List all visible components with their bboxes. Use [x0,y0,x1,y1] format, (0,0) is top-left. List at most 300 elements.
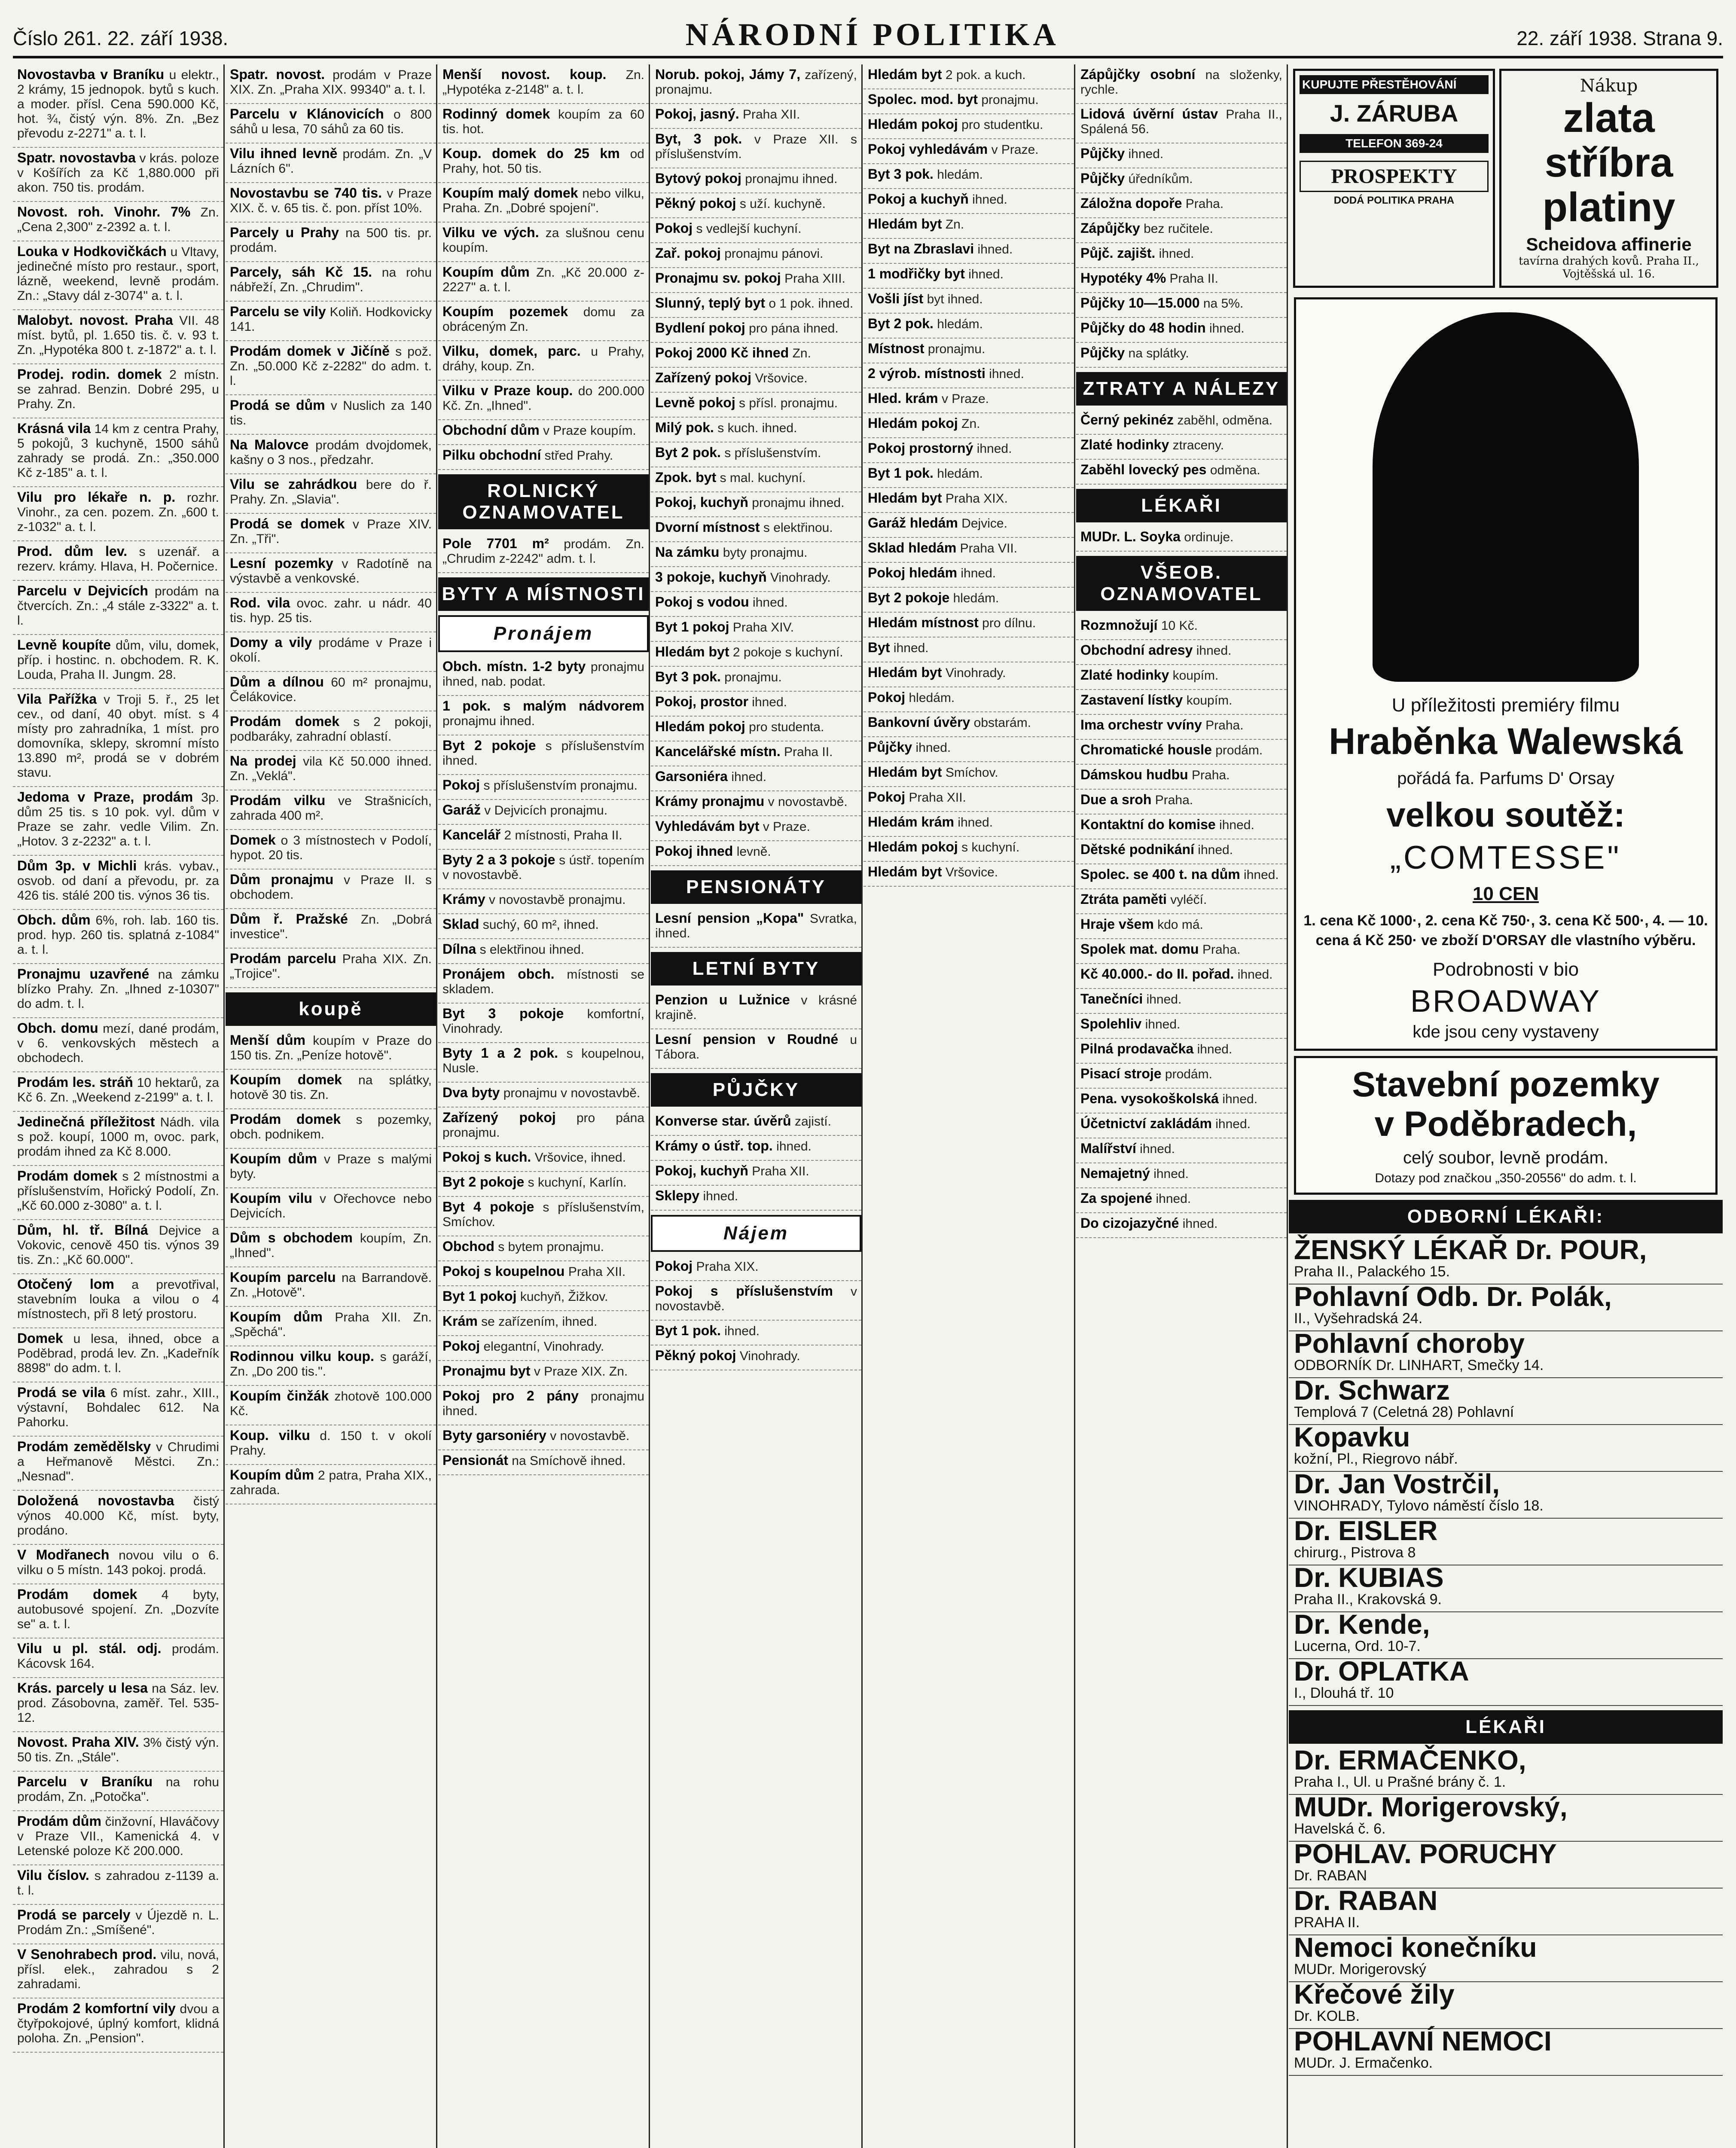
doctor-name: Dr. Schwarz [1294,1375,1450,1406]
gold-ad-firm: Scheidova affinerie [1526,234,1692,254]
ad-text: Praha. [1185,197,1224,211]
ad-headline: Vilku, domek, parc. [442,343,581,359]
ad-headline: Do cizojazyčné [1080,1215,1179,1231]
details-line: Podrobnosti v bio [1433,959,1579,980]
ad-text: Praha. [1192,768,1230,782]
classified-ad [13,1491,223,1545]
section-header: Nájem [651,1215,861,1252]
doctor-info: Praha II., Krakovská 9. [1294,1591,1442,1608]
classified-ad [13,1638,223,1678]
ad-headline: Obch. dům [17,912,91,928]
ad-text: u lesa, ihned, obce a Poděbrad, prodá lev. Zn. „Kadeřník 8898" do adm. t. l. [17,1332,219,1375]
ad-headline: Hledám byt [868,764,942,780]
ad-headline: Vilku ve vých. [442,225,539,240]
classified-ad [863,638,1074,662]
classified-ad [651,467,861,492]
classified-ad [438,964,649,1004]
ad-headline: Vilu pro lékaře n. p. [17,489,176,505]
classified-ad [863,438,1074,463]
ad-text: ihned. [1159,247,1194,261]
doctor-name: Kopavku [1294,1422,1410,1452]
ad-headline: V Modřanech [17,1547,110,1562]
classified-ad [438,381,649,420]
ad-headline: Konverse star. úvěrů [655,1113,791,1129]
ad-text: u elektr., 2 krámy, 15 jednopok. bytů s kuch. a moder. přísl. Cena 590.000 Kč, hot. ¾, čistý výn. 8%. Zn. „Bez převodu z-2271" a. t. l. [17,68,219,140]
classified-ad [438,1108,649,1147]
ad-headline: Zař. pokoj [655,245,721,261]
ad-headline: Sklepy [655,1188,700,1203]
ad-headline: Pole 7701 m² [442,536,549,551]
classified-ad [226,302,436,341]
ad-text: ihned. [1153,1167,1189,1181]
ad-text: s příslušenstvím. [724,446,821,460]
classified-ad [13,1328,223,1382]
ad-text: Vinohrady. [739,1349,800,1363]
classified-ad [13,964,223,1018]
ad-text: s zahradou z-1139 a. t. l. [17,1869,219,1898]
ad-text: do 200.000 Kč. Zn. „Ihned". [442,384,644,413]
ad-headline: 1 pok. s malým nádvorem [442,698,644,714]
ad-headline: Malobyt. novost. Praha [17,312,173,328]
ad-text: Praha XII. [909,790,966,805]
doctor-info: Havelská č. 6. [1294,1821,1386,1837]
classified-ad [651,243,861,268]
classified-ad [651,1029,861,1069]
ad-text: Praha. [1205,718,1244,732]
specialist-doctors-list [1289,1234,1723,1706]
classified-ad [438,1147,649,1172]
classified-ad [863,737,1074,762]
classified-ad [651,542,861,567]
ad-headline: Půjčky [1080,345,1125,360]
ad-headline: Vilu se zahrádkou [230,476,357,492]
plots-title-line2: v Poděbradech, [1374,1105,1637,1144]
ad-text: s bytem pronajmu. [498,1240,604,1254]
ad-text: a prevotřival, stavebním louka a vilou o 4 místnostech, při 8 letý prostoru. [17,1278,219,1321]
classified-ad [1076,914,1287,939]
classified-ad [1076,410,1287,435]
classified-ad [1076,1114,1287,1138]
ad-text: VII. 48 míst. bytů, pl. 1.650 tis. č. v. 93 t. Zn. „Hypotéka 800 t. z-1872" a. t. l. [17,314,219,357]
column-1 [13,64,225,2148]
ad-headline: Lesní pozemky [230,555,333,571]
classified-ad [13,1112,223,1166]
classified-ad [13,487,223,541]
ad-headline: Zlaté hodinky [1080,667,1169,683]
classified-ad [438,534,649,573]
ad-text: ihned. [1237,967,1273,982]
classified-ad [863,687,1074,712]
ad-headline: V Senohrabech prod. [17,1947,157,1962]
ad-text: Praha XIX. [945,491,1008,506]
classified-ad [1076,839,1287,864]
ad-headline: Spatr. novost. [230,67,325,82]
ad-headline: 3 pokoje, kuchyň [655,569,767,585]
classified-ad [438,889,649,914]
classified-ad [651,393,861,418]
classified-ad [863,314,1074,339]
ad-text: zaběhl, odměna. [1177,413,1273,427]
classified-ad [13,310,223,364]
ad-text: prodáme v Praze i okolí. [230,636,432,665]
ad-headline: Prodám parcelu [230,951,336,966]
doctor-ad [1289,1328,1723,1378]
classified-ad [226,474,436,514]
ad-headline: Dva byty [442,1085,500,1100]
ad-text: v Nuslich za 140 tis. [230,399,432,427]
ad-headline: Byt 2 pokoje [442,738,536,753]
classified-ad [863,139,1074,164]
ad-text: bez ručitele. [1144,222,1213,236]
ad-headline: Pokoj [442,1338,480,1354]
ad-headline: Krásná vila [17,421,91,436]
classified-ad [651,717,861,741]
ad-text: ovoc. zahr. u nádr. 40 tis. hyp. 25 tis. [230,596,432,625]
ad-headline: Krám [442,1313,478,1329]
ad-headline: Pokoj s kuch. [442,1149,531,1165]
doctor-name: Dr. ERMAČENKO, [1294,1745,1526,1776]
prizes-count: 10 CEN [1472,883,1539,904]
ad-headline: Vilku v Praze koup. [442,383,573,398]
ad-headline: Pronajmu byt [442,1363,531,1379]
gold-buying-ad [1499,69,1718,288]
ad-headline: Pensionát [442,1452,508,1468]
doctor-name: POHLAV. PORUCHY [1294,1838,1557,1869]
ad-text: Koliň. Hodkovicky 141. [230,305,432,334]
ad-text: zařízený, pronajmu. [655,68,857,97]
classified-ad [863,488,1074,513]
classified-ad [438,1336,649,1361]
doctor-ad [1289,1791,1723,1842]
classified-ad [1076,193,1287,218]
ad-text: na složenky, rychle. [1080,68,1283,97]
ad-headline: Byt 4 pokoje [442,1199,534,1214]
ad-headline: Tanečníci [1080,991,1143,1007]
classified-ad [438,1197,649,1236]
ad-headline: MUDr. L. Soyka [1080,529,1181,544]
ad-text: nebo vilku, Praha. Zn. „Dobré spojení". [442,186,644,215]
classified-ad [1076,1163,1287,1188]
classified-ad [1076,640,1287,665]
ad-headline: Pokoj hledám [868,565,958,580]
ad-text: odměna. [1210,463,1260,477]
ad-text: s elektřinou ihned. [479,943,585,957]
classified-ad [1076,460,1287,485]
ad-text: pro studentku. [961,118,1043,132]
ad-headline: Dvorní místnost [655,519,760,535]
ad-headline: Prodej. rodin. domek [17,366,162,382]
ad-headline: Chromatické housle [1080,742,1212,757]
classified-ad [438,341,649,381]
ad-text: Zn. [945,217,964,232]
ad-headline: Koupím malý domek [442,185,578,201]
prospekty-subtitle: DODÁ POLITIKA PRAHA [1333,195,1455,206]
classified-ad [226,1425,436,1465]
ad-headline: Pronajmu sv. pokoj [655,270,781,286]
ad-text: prodám. Zn. „Chrudim z-2242" adm. t. l. [442,537,645,566]
classified-ad [1076,765,1287,790]
classified-ad [226,64,436,104]
ad-text: Praha XII. [568,1265,626,1279]
ad-headline: Novostavbu se 740 tis. [230,185,382,201]
classified-ad [651,318,861,343]
classified-ad [13,1905,223,1944]
classified-ad [1076,740,1287,765]
section-header: PENSIONÁTY [651,870,861,904]
ad-text: elegantní, Vinohrady. [483,1339,604,1354]
classified-ad [863,388,1074,413]
classified-ad [651,492,861,517]
ad-headline: Byt [868,640,890,655]
ad-headline: Kancelářské místn. [655,744,781,759]
ad-headline: Garsoniéra [655,769,728,784]
doctor-ad [1289,1979,1723,2029]
ad-headline: Prodám les. stráň [17,1074,133,1090]
classified-ad [226,790,436,830]
ad-headline: Vilu ihned levně [230,146,338,161]
classified-ad [863,862,1074,887]
classified-ad [651,766,861,791]
classified-ad [651,816,861,841]
ad-text: pronajmu v novostavbě. [503,1086,641,1100]
classified-ad [863,762,1074,787]
ad-text: ihned. [972,192,1007,207]
ad-headline: Malířství [1080,1141,1136,1156]
doctor-ad [1289,1234,1723,1285]
ad-text: pronajmu. [724,670,782,684]
ad-text: v Dejvicích pronajmu. [484,803,608,818]
classified-ad [1076,1213,1287,1238]
classified-ad [13,1166,223,1220]
ad-headline: Byt 3 pok. [868,166,934,182]
ad-headline: Zastavení lístky [1080,692,1183,708]
ad-headline: Dílna [442,941,476,957]
ad-text: prodám v Praze XIX. Zn. „Praha XIX. 99340" a. t. l. [230,68,432,97]
classified-ad [1076,343,1287,368]
classified-ad [13,418,223,487]
ad-headline: Pokoj ihned [655,843,733,859]
ad-text: se zařízením, ihned. [481,1315,598,1329]
ad-text: v Praze XIV. Zn. „Tři". [230,517,432,546]
ad-text: střed Prahy. [544,449,613,463]
ad-text: pronajmu. [981,93,1039,107]
classified-ad [651,168,861,193]
ad-headline: Spolec. mod. byt [868,92,978,107]
classified-ad [651,343,861,368]
ad-text: Praha. [1202,943,1241,957]
classified-ad [1076,715,1287,740]
ad-text: 6%, roh. lab. 160 tis. prod. hyp. 260 tis. splatná z-1084" a. t. l. [17,913,219,957]
ad-headline: Dům ř. Pražské [230,911,348,927]
ad-headline: Pokoj, kuchyň [655,494,748,510]
ad-text: ihned. [1140,1142,1175,1156]
classified-ad [863,189,1074,214]
classified-ad [438,1004,649,1043]
ad-text: ihned. [977,242,1013,256]
classified-ad [438,1261,649,1286]
classified-ad [1076,615,1287,640]
ad-text: pronajmu ihned. [745,172,838,186]
ad-headline: Ima orchestr vvíny [1080,717,1202,732]
ad-text: v krásné krajině. [655,993,857,1022]
section-header: LÉKAŘI [1076,489,1287,522]
doctors-header: LÉKAŘI [1289,1710,1723,1744]
classified-ad [438,800,649,825]
ad-headline: Norub. pokoj, Jámy 7, [655,67,801,82]
classified-ad [438,262,649,302]
moving-company-ad [1293,69,1495,288]
ad-text: u Vltavy, jedinečné místo pro restaur., sport, lázně, weekend, levně prodám. Zn.: „Stavy dál z-3074" a. t. l. [17,245,220,303]
ad-text: pro dílnu. [982,616,1036,630]
doctor-info: I., Dlouhá tř. 10 [1294,1685,1394,1701]
ad-text: o 800 sáhů u lesa, 70 sáhů za 60 tis. [230,107,432,136]
ad-text: ihned. [968,267,1004,281]
doctor-name: MUDr. Morigerovský, [1294,1791,1568,1822]
doctor-info: MUDr. J. Ermačenko. [1294,2055,1433,2071]
classified-ad [438,914,649,939]
ad-headline: Pokoj s koupelnou [442,1263,565,1279]
ad-headline: Domek [17,1330,63,1346]
ad-headline: Otočený lom [17,1276,114,1292]
doctor-ad [1289,1932,1723,1982]
ad-headline: Hledám byt [655,644,729,659]
masthead [13,9,1723,58]
ad-headline: Zápůjčky osobní [1080,67,1196,82]
classified-ad [651,418,861,442]
ad-text: dům, vilu, domek, příp. i hostinc. n. obchodem. R. K. Louda, Praha II. Jungm. 28. [17,638,219,682]
contest-name: „COMTESSE" [1390,839,1622,876]
ad-headline: Pokoj pro 2 pány [442,1388,579,1404]
ad-text: 2 místnosti, Praha II. [504,828,622,842]
ad-headline: Rodinný domek [442,106,550,122]
ad-text: rozhr. Vinohr., za cen. pozem. Zn. „600 t. z-1032" a. t. l. [17,491,220,534]
classified-ad [863,114,1074,139]
ad-headline: Byt 2 pok. [868,316,934,331]
ad-text: Vinohrady. [770,571,831,585]
ad-headline: Koupím pozemek [442,304,568,319]
ad-text: 10 hektarů, za Kč 6. Zn. „Weekend z-2199" a. t. l. [17,1076,220,1105]
ad-headline: Lesní pension „Kopa" [655,910,804,926]
classified-ad [651,1256,861,1281]
classified-ad [438,696,649,735]
ad-text: Praha. [1155,793,1193,807]
ad-text: Praha II. [1169,272,1218,286]
classified-ad [226,1109,436,1149]
classified-ad [226,1307,436,1346]
doctor-info: ODBORNÍK Dr. LINHART, Smečky 14. [1294,1357,1544,1373]
newspaper-title: NÁRODNÍ POLITIKA [685,17,1059,52]
classified-ad [863,613,1074,638]
classified-ad [13,541,223,581]
ad-headline: Novost. roh. Vinohr. 7% [17,204,191,220]
ad-headline: Vilu číslov. [17,1867,89,1883]
ad-text: v Praze s malými byty. [230,1152,432,1181]
ad-headline: Zaběhl lovecký pes [1080,462,1207,477]
ad-headline: Pronájem obch. [442,966,555,982]
ad-text: s vedlejší kuchyní. [696,222,802,236]
ad-headline: Byt, 3 pok. [655,131,742,146]
section-header: ZTRATY A NÁLEZY [1076,372,1287,406]
ad-text: v Troji 5. ř., 25 let cev., od daní, 40 obyt. míst. s 4 místy pro zahradníka, 1 míst. pro domovníka, sklepy, skromní místo 13.890 m², prodá se v dobrém stavu. [17,693,219,780]
classified-ad [13,635,223,689]
ad-text: na splátky. [1128,346,1189,360]
doctor-ad [1289,1562,1723,1612]
doctor-ad [1289,1422,1723,1472]
ad-headline: Pokoj [655,1258,693,1274]
ad-text: ihned. [1222,1092,1258,1106]
classified-ad [226,262,436,302]
ad-text: hledám. [937,168,983,182]
ad-text: d. 150 t. v okolí Prahy. [230,1429,432,1458]
ad-text: pro pána pronajmu. [442,1111,645,1140]
ad-headline: Byt na Zbraslavi [868,241,974,256]
ad-headline: Prod. dům lev. [17,543,128,559]
ad-headline: Pokoj s vodou [655,594,749,610]
ad-text: na Smíchově ihned. [512,1454,626,1468]
ad-headline: Parcelu v Klánovicích [230,106,384,122]
column-7-display-ads [1289,64,1723,2148]
classified-ad [863,463,1074,488]
classified-ad [226,1030,436,1070]
classified-ad [438,1450,649,1475]
ad-text: bere do ř. Prahy. Zn. „Slavia". [230,478,432,506]
ad-headline: Půjčky 10—15.000 [1080,295,1200,311]
ad-headline: Pilná prodavačka [1080,1041,1194,1056]
ad-headline: Za spojené [1080,1190,1153,1206]
plots-desc: celý soubor, levně prodám. [1403,1148,1609,1167]
ad-text: Zn. [792,346,811,360]
column-2 [226,64,437,2148]
building-plots-ad [1294,1056,1718,1195]
classified-ad [13,1220,223,1274]
ad-headline: Rozmnožují [1080,617,1158,633]
ad-text: s garáží, Zn. „Do 200 tis.". [230,1350,432,1379]
classified-ad [13,148,223,202]
ad-text: kdo má. [1157,918,1203,932]
classified-ad [651,1186,861,1211]
ad-headline: Koupím parcelu [230,1269,336,1285]
doctor-name: Dr. KUBIAS [1294,1562,1444,1593]
doctor-name: Křečové žily [1294,1979,1455,2010]
ad-headline: Jedinečná příležitost [17,1114,155,1129]
ad-text: ihned. [1156,1192,1191,1206]
ad-headline: Byt 2 pokoje [868,590,950,605]
classified-ad [1076,690,1287,715]
classified-ad [226,183,436,223]
ad-text: levně. [736,845,771,859]
ad-text: na rohu prodám, Zn. „Potočka". [17,1775,219,1804]
date-page-info: 22. září 1938. Strana 9. [1516,27,1723,49]
classified-ad [863,214,1074,239]
classified-ad [863,289,1074,314]
ad-headline: Garáž [442,802,481,818]
classified-ad [226,593,436,632]
classified-ad [1076,864,1287,889]
classified-ad [13,64,223,148]
ad-headline: Dům s obchodem [230,1230,353,1245]
moving-ad-title: KUPUJTE PŘESTĚHOVÁNÍ [1300,75,1489,94]
classified-ad [438,1083,649,1108]
classified-ad [651,642,861,667]
ad-headline: Sklad hledám [868,540,957,555]
gold-ad-line1: Nákup [1580,76,1638,96]
ad-headline: Krámy o ústř. top. [655,1138,773,1153]
classified-ad [651,908,861,948]
classified-ad [863,787,1074,812]
ad-headline: Půjčky [1080,146,1125,161]
ad-text: ihned. [893,641,929,655]
ad-text: v novostavbě pronajmu. [488,893,626,907]
